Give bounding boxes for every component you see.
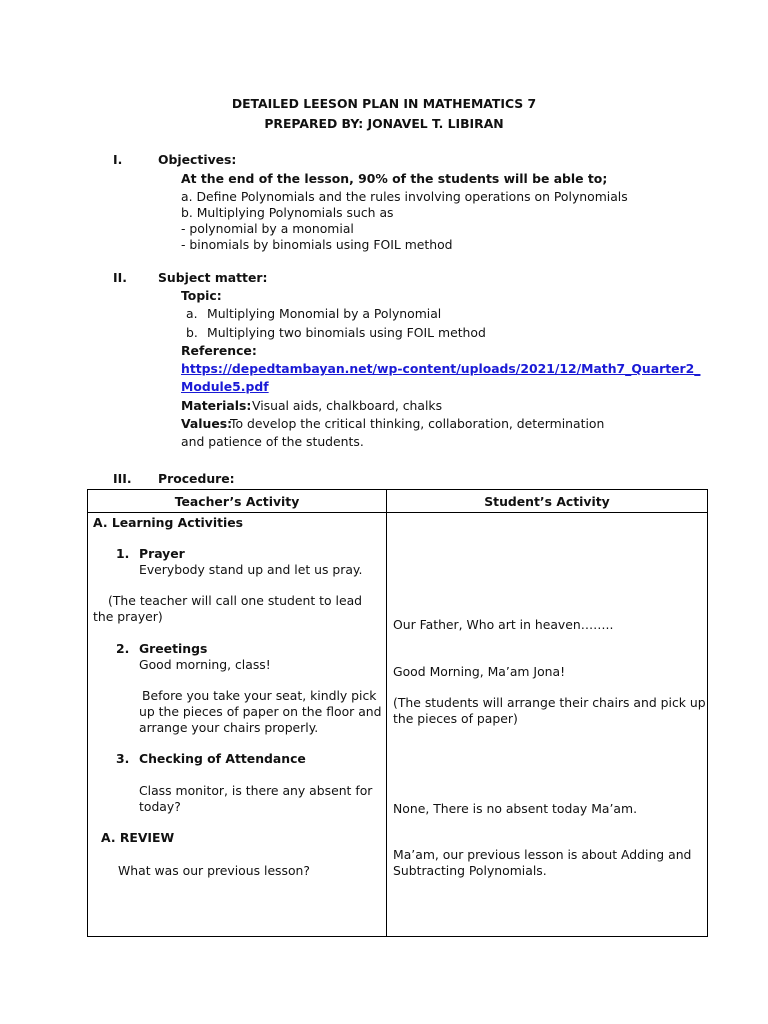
- prayer-reply: Our Father, Who art in heaven……..: [393, 617, 614, 632]
- reference-label: Reference:: [181, 343, 257, 358]
- review-reply-continued: Subtracting Polynomials.: [393, 863, 547, 878]
- procedure-table: [87, 489, 708, 937]
- document-title: DETAILED LEESON PLAN IN MATHEMATICS 7: [231, 96, 537, 111]
- student-activity-header: Student’s Activity: [387, 490, 708, 513]
- prepared-by: PREPARED BY: JONAVEL T. LIBIRAN: [264, 116, 504, 131]
- learning-activities-heading: A. Learning Activities: [93, 515, 244, 530]
- lead-prayer-note-continued: the prayer): [93, 609, 163, 624]
- objectives-intro: At the end of the lesson, 90% of the students will be able to;: [181, 171, 608, 186]
- subject-matter-heading: Subject matter:: [158, 270, 268, 285]
- procedure-numeral: III.: [113, 471, 132, 486]
- attendance-question: Class monitor, is there any absent for: [139, 783, 373, 798]
- topic-item: Multiplying Monomial by a Polynomial: [207, 306, 442, 321]
- review-question: What was our previous lesson?: [118, 863, 310, 878]
- materials-text: Visual aids, chalkboard, chalks: [252, 398, 443, 413]
- prayer-title: Prayer: [139, 546, 185, 561]
- seat-instruction: up the pieces of paper on the floor and: [139, 704, 382, 719]
- objectives-numeral: I.: [113, 152, 123, 167]
- values-text-continued: and patience of the students.: [181, 434, 364, 449]
- review-heading: A. REVIEW: [101, 830, 175, 845]
- arrange-reply-continued: the pieces of paper): [393, 711, 518, 726]
- objectives-heading: Objectives:: [158, 152, 237, 167]
- objective-item: b. Multiplying Polynomials such as: [181, 205, 394, 220]
- objective-item: - binomials by binomials using FOIL method: [181, 237, 453, 252]
- objective-item: a. Define Polynomials and the rules involving operations on Polynomials: [181, 189, 628, 204]
- procedure-heading: Procedure:: [158, 471, 235, 486]
- review-reply: Ma’am, our previous lesson is about Adding and: [393, 847, 692, 862]
- greetings-reply: Good Morning, Ma’am Jona!: [393, 664, 566, 679]
- values-text: To develop the critical thinking, collaboration, determination: [230, 416, 605, 431]
- seat-instruction: Before you take your seat, kindly pick: [142, 688, 377, 703]
- student-activity-cell: [387, 513, 708, 937]
- attendance-question-continued: today?: [139, 799, 181, 814]
- reference-link[interactable]: https://depedtambayan.net/wp-content/uploads/2021/12/Math7_Quarter2_: [181, 361, 701, 376]
- prayer-number: 1.: [116, 546, 130, 561]
- topic-item: Multiplying two binomials using FOIL method: [207, 325, 486, 340]
- arrange-reply: (The students will arrange their chairs and pick up: [393, 695, 706, 710]
- attendance-title: Checking of Attendance: [139, 751, 306, 766]
- topic-label: Topic:: [181, 288, 222, 303]
- topic-marker: b.: [186, 325, 198, 340]
- values-label: Values:: [181, 416, 233, 431]
- seat-instruction: arrange your chairs properly.: [139, 720, 319, 735]
- topic-marker: a.: [186, 306, 198, 321]
- lead-prayer-note: (The teacher will call one student to lead: [108, 593, 363, 608]
- greetings-text: Good morning, class!: [139, 657, 271, 672]
- teacher-activity-cell: [88, 513, 387, 937]
- attendance-number: 3.: [116, 751, 130, 766]
- greetings-number: 2.: [116, 641, 130, 656]
- reference-link-continued[interactable]: Module5.pdf: [181, 379, 269, 394]
- greetings-title: Greetings: [139, 641, 208, 656]
- attendance-reply: None, There is no absent today Ma’am.: [393, 801, 638, 816]
- materials-label: Materials:: [181, 398, 252, 413]
- teacher-activity-header: Teacher’s Activity: [88, 490, 387, 513]
- subject-matter-numeral: II.: [113, 270, 127, 285]
- prayer-text: Everybody stand up and let us pray.: [139, 562, 363, 577]
- objective-item: - polynomial by a monomial: [181, 221, 354, 236]
